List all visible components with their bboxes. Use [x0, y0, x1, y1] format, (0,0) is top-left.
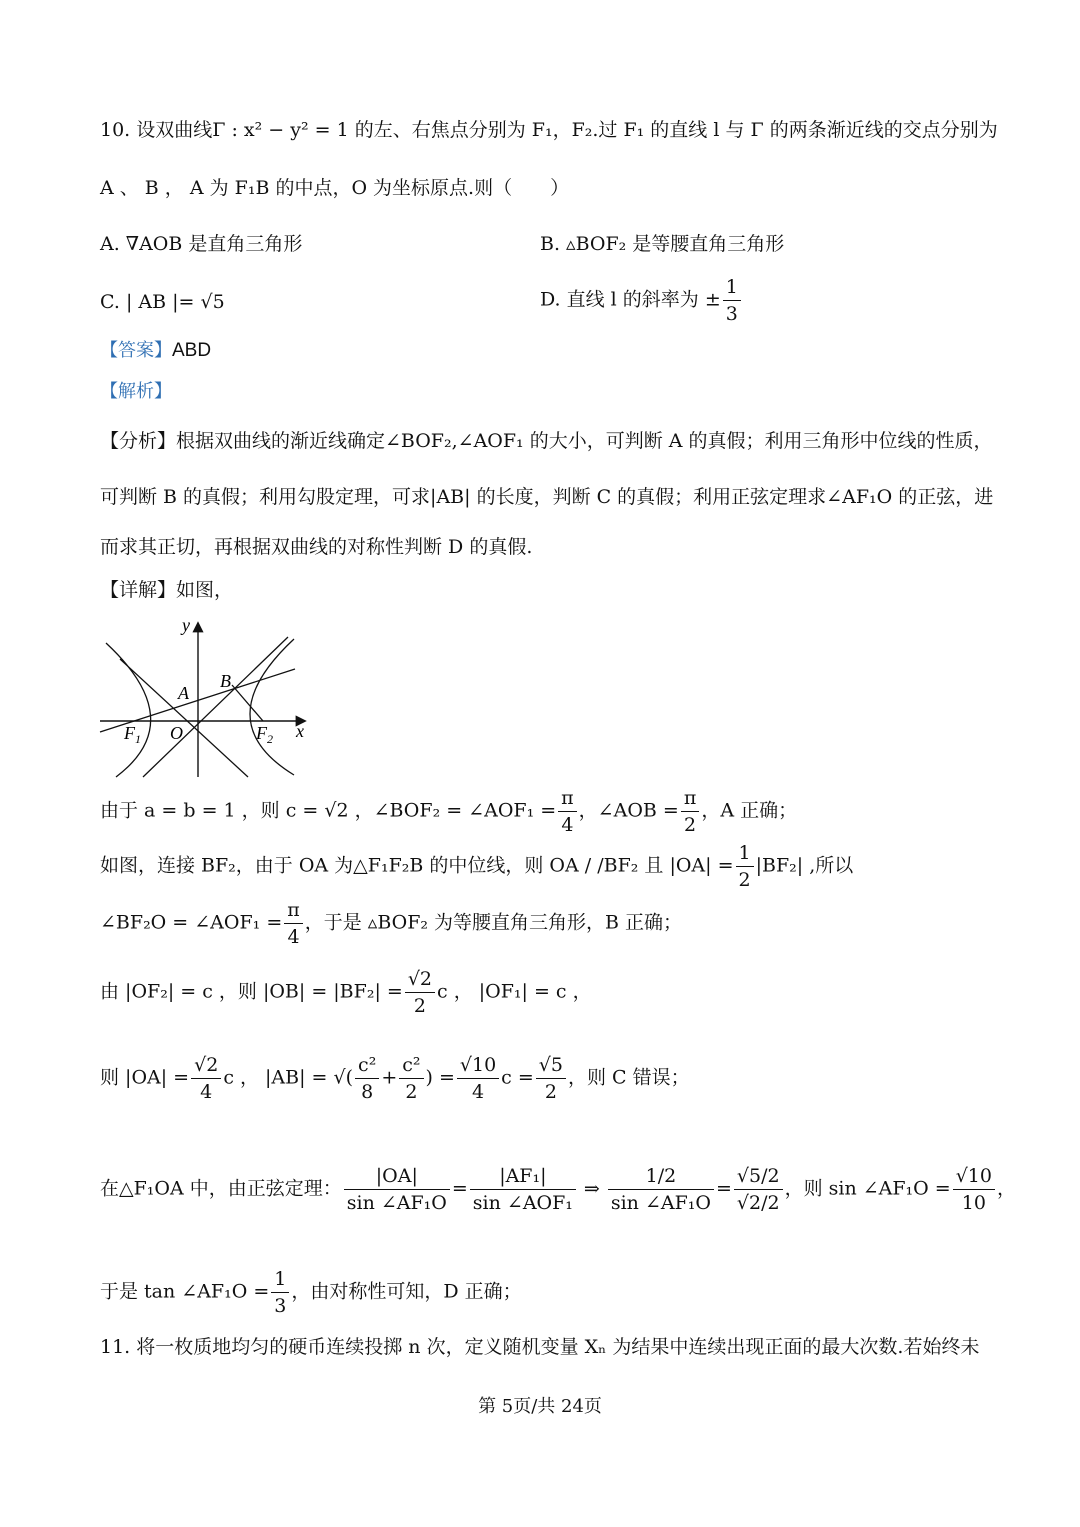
frac-den: 4: [287, 926, 300, 948]
s5-d: c =: [501, 1066, 534, 1089]
frac-den: 4: [471, 1081, 485, 1103]
analysis-line1: 【分析】根据双曲线的渐近线确定∠BOF₂,∠AOF₁ 的大小，可判断 A 的真假；利用三角形中位线的性质，: [100, 430, 993, 452]
frac-num: |AF₁|: [470, 1163, 576, 1190]
s2-a: 如图，连接 BF₂，由于 OA 为△F₁F₂B 的中位线，则 OA / /BF₂ 且 |OA| =: [100, 854, 734, 877]
s3-a: ∠BF₂O = ∠AOF₁ =: [100, 911, 283, 934]
analysis-line3: 而求其正切，再根据双曲线的对称性判断 D 的真假.: [100, 536, 533, 558]
frac-num: c²: [355, 1052, 379, 1079]
frac-den: 4: [200, 1081, 213, 1103]
label-f1-main: F: [124, 723, 135, 743]
frac-den: 2: [544, 1081, 557, 1103]
s3-frac: [284, 897, 303, 950]
label-f1: [123, 723, 141, 746]
s7-b: ，由对称性可知，D 正确；: [291, 1280, 522, 1303]
s4-frac: [405, 966, 435, 1019]
frac-num: √5/2: [734, 1163, 783, 1190]
detail-step6: [100, 1163, 1016, 1216]
s6-frac3: [608, 1163, 714, 1216]
s2-frac: [736, 840, 754, 893]
frac-den: √2/2: [736, 1192, 780, 1214]
s1-c: ，A 正确；: [701, 799, 798, 822]
s6-frac2: [470, 1163, 576, 1216]
label-f1-sub: 1: [135, 732, 141, 746]
option-d: [540, 274, 743, 327]
answer-line: [100, 337, 211, 364]
frac-num: √10: [953, 1163, 995, 1190]
frac-num: √2: [405, 966, 435, 993]
s1-a: 由于 a = b = 1 ，则 c = √2 ，∠BOF₂ = ∠AOF₁ =: [100, 799, 557, 822]
detail-step2: [100, 840, 853, 893]
hyperbola-right-branch: [250, 639, 294, 775]
s6-frac4: [734, 1163, 783, 1216]
frac-num: √2: [191, 1052, 221, 1079]
s1-frac1: [558, 785, 577, 838]
label-f2: [255, 723, 273, 746]
label-f2-sub: 2: [267, 732, 273, 746]
option-d-fraction: [723, 274, 741, 327]
s1-b: ，∠AOB =: [578, 799, 679, 822]
q10-line2: A 、 B ， A 为 F₁B 的中点，O 为坐标原点.则（ ）: [100, 177, 570, 199]
s5-frac2: [355, 1052, 379, 1105]
s6-c: ，: [997, 1177, 1017, 1200]
s6-frac1: [344, 1163, 450, 1216]
answer-value: ABD: [172, 340, 212, 361]
s6-arrow: ⇒: [583, 1177, 600, 1200]
s5-a: 则 |OA| =: [100, 1066, 190, 1089]
page-footer: 第 5页/共 24页: [478, 1396, 602, 1417]
frac-num: π: [558, 785, 577, 812]
detail-step1: [100, 785, 797, 838]
frac-den: 2: [405, 1081, 418, 1103]
frac-num: c²: [399, 1052, 423, 1079]
s7-frac: [271, 1266, 289, 1319]
q11-line1: 11. 将一枚质地均匀的硬币连续投掷 n 次，定义随机变量 Xₙ 为结果中连续出现正面的最大次数.若始终未: [100, 1336, 980, 1358]
frac-den: 2: [738, 869, 751, 891]
q10-line1: 10. 设双曲线Γ : x² − y² = 1 的左、右焦点分别为 F₁，F₂.过 F₁ 的直线 l 与 Γ 的两条渐近线的交点分别为: [100, 119, 998, 141]
label-o: O: [170, 723, 183, 743]
detail-step5: [100, 1052, 690, 1105]
frac-den: 2: [684, 814, 697, 836]
frac-den: sin ∠AF₁O: [346, 1192, 447, 1214]
frac-den: 2: [413, 995, 426, 1017]
s5-frac3: [399, 1052, 423, 1105]
answer-tag: 【答案】: [100, 340, 172, 361]
detail-step3: [100, 897, 682, 950]
s6-a: 在△F₁OA 中，由正弦定理：: [100, 1177, 342, 1200]
frac-num: π: [284, 897, 303, 924]
s5-frac5: [536, 1052, 566, 1105]
detail-step7: [100, 1266, 522, 1319]
s5-c: ) =: [425, 1066, 455, 1089]
detail-intro: 【详解】如图，: [100, 579, 234, 601]
frac-den: sin ∠AF₁O: [610, 1192, 711, 1214]
frac-den: 8: [361, 1081, 374, 1103]
label-y: y: [182, 615, 190, 635]
frac-den: 3: [725, 303, 738, 325]
frac-den: 3: [274, 1295, 287, 1317]
frac-num: √10: [457, 1052, 499, 1079]
option-a: A. ∇AOB 是直角三角形: [100, 233, 303, 255]
label-f2-main: F: [256, 723, 267, 743]
s3-b: ，于是 ▵BOF₂ 为等腰直角三角形，B 正确；: [304, 911, 683, 934]
detail-step4: [100, 966, 592, 1019]
frac-num: 1: [723, 274, 741, 301]
label-b: B: [220, 671, 231, 691]
jiexi-tag: 【解析】: [100, 381, 172, 402]
s5-b: c ， |AB| = √(: [223, 1066, 354, 1089]
s5-e: ，则 C 错误；: [567, 1066, 690, 1089]
option-d-prefix: D. 直线 l 的斜率为 ±: [540, 288, 721, 311]
s4-a: 由 |OF₂| = c ，则 |OB| = |BF₂| =: [100, 980, 403, 1003]
hyperbola-figure: [98, 615, 313, 780]
label-x: x: [296, 721, 304, 741]
s6-frac5: [953, 1163, 995, 1216]
s2-b: |BF₂| ,所以: [755, 854, 854, 877]
frac-num: 1: [271, 1266, 289, 1293]
s6-eq: =: [451, 1177, 468, 1200]
asymptote-positive: [143, 637, 288, 777]
frac-num: π: [681, 785, 700, 812]
s6-eq2: =: [715, 1177, 732, 1200]
s5-plus: +: [381, 1066, 398, 1089]
s7-a: 于是 tan ∠AF₁O =: [100, 1280, 270, 1303]
frac-num: 1: [736, 840, 754, 867]
label-a: A: [178, 683, 189, 703]
s5-frac1: [191, 1052, 221, 1105]
frac-num: √5: [536, 1052, 566, 1079]
frac-den: 4: [561, 814, 574, 836]
frac-den: 10: [961, 1192, 986, 1214]
s5-frac4: [457, 1052, 499, 1105]
option-c: C. | AB |= √5: [100, 291, 225, 313]
frac-num: |OA|: [344, 1163, 450, 1190]
s4-b: c ， |OF₁| = c ，: [437, 980, 592, 1003]
hyperbola-left-branch: [106, 643, 151, 777]
s6-b: ，则 sin ∠AF₁O =: [784, 1177, 951, 1200]
analysis-line2: 可判断 B 的真假；利用勾股定理，可求|AB| 的长度，判断 C 的真假；利用正弦定理求∠AF₁O 的正弦，进: [100, 486, 994, 508]
frac-num: 1/2: [608, 1163, 714, 1190]
segment-bf2: [232, 685, 263, 721]
s1-frac2: [681, 785, 700, 838]
frac-den: sin ∠AOF₁: [472, 1192, 573, 1214]
option-b: B. ▵BOF₂ 是等腰直角三角形: [540, 233, 785, 255]
